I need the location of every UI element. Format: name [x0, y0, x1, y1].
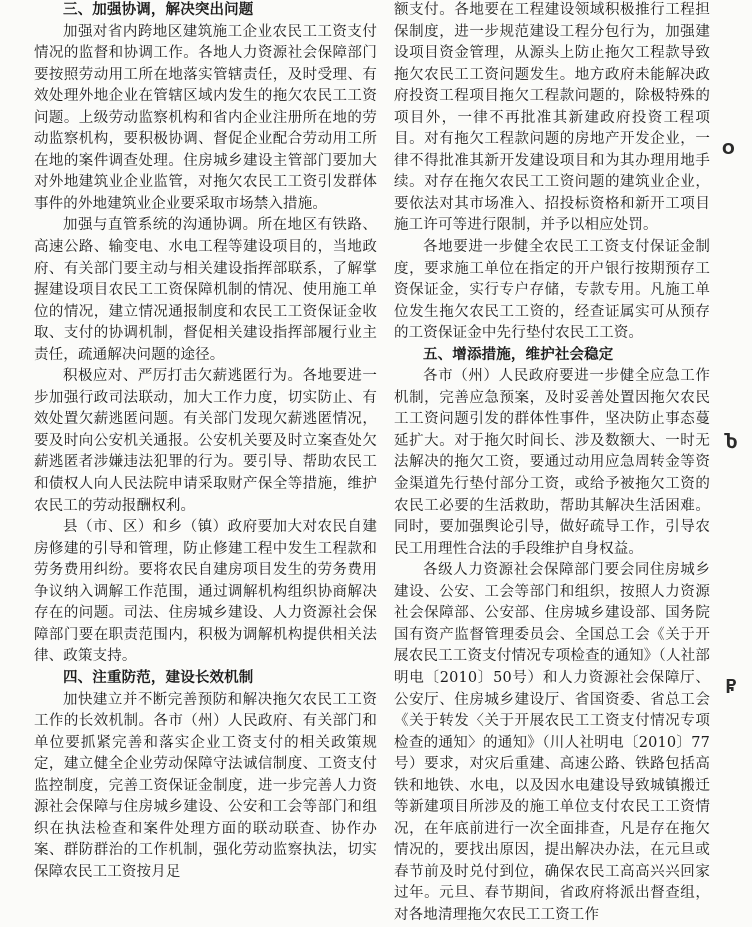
margin-mark: Ο [722, 140, 735, 158]
margin-mark: Ⴜ [726, 678, 737, 698]
paragraph: 加强对省内跨地区建筑施工企业农民工工资支付情况的监督和协调工作。各地人力资源社会保障部门要按照劳动用工所在地落实管辖责任，及时受理、有效处理外地企业在管辖区域内发生的拖欠农民工工资问题。上级劳动监察机构和省内企业注册所在地的劳动监察机构，要积极协调、督促企业配合劳动用工所在地的案件调查处理。住房城乡建设主管部门要加大对外地建筑业企业监管，对拖欠农民工工资引发群体事件的外地建筑业企业要采取市场禁入措施。 [34, 23, 377, 212]
paragraph: 各市（州）人民政府要进一步健全应急工作机制，完善应急预案，及时妥善处置因拖欠农民工工资问题引发的群体性事件，坚决防止事态蔓延扩大。对于拖欠时间长、涉及数额大、一时无法解决的拖欠工资，要通过动用应急周转金等资金渠道先行垫付部分工资，或给予被拖欠工资的农民工必要的生活救助，帮助其解决生活困难。同时，要加强舆论引导，做好疏导工作，引导农民工用理性合法的手段维护自身权益。 [394, 368, 710, 557]
continued-paragraph: 额支付。各地要在工程建设领域积极推行工程担保制度，进一步规范建设工程分包行为，加强建设项目资金管理，从源头上防止拖欠工程款导致拖欠农民工工资问题发生。地方政府未能解决政府投资工程项目拖欠工程款问题的，除极特殊的项目外，一律不再批准其新建政府投资工程项目。对有拖欠工程款问题的房地产开发企业，一律不得批准其新开发建设项目和为其办理用地手续。对存在拖欠农民工工资问题的建筑业企业，要依法对其市场准入、招投标资格和新开工项目施工许可等进行限制，并予以相应处罚。 [394, 2, 710, 234]
paragraph: 各地要进一步健全农民工工资支付保证金制度，要求施工单位在指定的开户银行按期预存工资保证金，实行专户存储，专款专用。凡施工单位发生拖欠农民工工资的，经查证属实可从预存的工资保证金中先行垫付农民工工资。 [394, 239, 710, 342]
paragraph: 加强与直管系统的沟通协调。所在地区有铁路、高速公路、输变电、水电工程等建设项目的，当地政府、有关部门要主动与相关建设指挥部联系，了解掌握建设项目农民工工资保障机制的情况、使用施工单位的情况，建立情况通报制度和农民工工资保证金收取、支付的协调机制，督促相关建设指挥部履行业主责任，疏通解决问题的途径。 [34, 217, 377, 363]
left-column [34, 0, 377, 883]
section-4-heading: 四、注重防范，建设长效机制 [63, 669, 254, 686]
section-3-heading: 三、加强协调，解决突出问题 [63, 2, 254, 18]
paragraph: 县（市、区）和乡（镇）政府要加大对农民自建房修建的引导和管理，防止修建工程中发生工程款和劳务费用纠纷。要将农民自建房项目发生的劳务费用争议纳入调解工作范围，通过调解机构组织协商解决存在的问题。司法、住房城乡建设、人力资源社会保障部门要在职责范围内，积极为调解机构提供相关法律、政策支持。 [34, 519, 377, 665]
paragraph: 积极应对、严厉打击欠薪逃匿行为。各地要进一步加强行政司法联动，加大工作力度，切实防止、有效处置欠薪逃匿问题。有关部门发现欠薪逃匿情况，要及时向公安机关通报。公安机关要及时立案查处欠薪逃匿者涉嫌违法犯罪的行为。要引导、帮助农民工和债权人向人民法院申请采取财产保全等措施，维护农民工的劳动报酬权利。 [34, 368, 377, 514]
section-5-heading: 五、增添措施，维护社会稳定 [423, 346, 614, 363]
paragraph: 各级人力资源社会保障部门要会同住房城乡建设、公安、工会等部门和组织，按照人力资源社会保障部、公安部、住房城乡建设部、国务院国有资产监督管理委员会、全国总工会《关于开展农民工工资支付情况专项检查的通知》（人社部明电〔2010〕50号）和人力资源社会保障厅、公安厅、住房城乡建设厅、省国资委、省总工会《关于转发〈关于开展农民工工资支付情况专项检查的通知〉的通知》（川人社明电〔2010〕77号）要求，对灾后重建、高速公路、铁路包括高铁和地铁、水电，以及因水电建设导致城镇搬迁等新建项目所涉及的施工单位支付农民工工资情况，在年底前进行一次全面排查，凡是存在拖欠情况的，要找出原因，提出解决办法，在元旦或春节前及时兑付到位，确保农民工高高兴兴回家过年。元旦、春节期间，省政府将派出督查组，对各地清理拖欠农民工工资工作 [394, 562, 710, 923]
margin-mark: Ⴆ [724, 432, 738, 453]
paragraph: 加快建立并不断完善预防和解决拖欠农民工工资工作的长效机制。各市（州）人民政府、有关部门和单位要抓紧完善和落实企业工资支付的相关政策规定，建立健全企业劳动保障守法诚信制度、工资支付监控制度，完善工资保证金制度，进一步完善人力资源社会保障与住房城乡建设、公安和工会等部门和组织在执法检查和案件处理方面的联动联查、协作办案、群防群治的工作机制，强化劳动监察执法，切实保障农民工工资按月足 [34, 691, 377, 880]
right-column [394, 0, 710, 927]
